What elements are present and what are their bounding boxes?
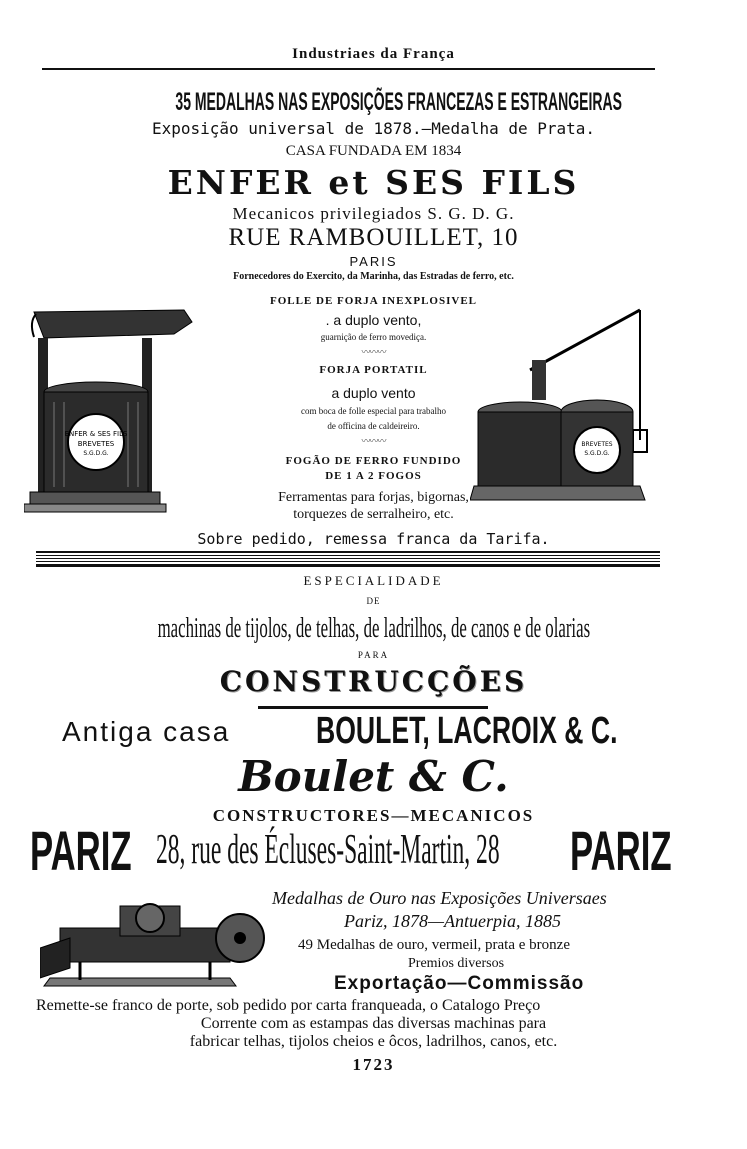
svg-text:BREVETES: BREVETES: [581, 441, 613, 448]
de-label: DE: [366, 596, 381, 606]
svg-text:BREVETES: BREVETES: [77, 440, 115, 448]
product-2-title: FORJA PORTATIL: [319, 364, 428, 376]
address: RUE RAMBOUILLET, 10: [228, 224, 519, 251]
tools-line-2: torquezes de serralheiro, etc.: [293, 507, 454, 522]
product-3-title: FOGÃO DE FERRO FUNDIDO: [285, 455, 462, 467]
section-divider: [36, 551, 660, 567]
svg-text:ENFER & SES FILS: ENFER & SES FILS: [64, 430, 128, 438]
exposition-line: Exposição universal de 1878.—Medalha de Prata.: [151, 119, 596, 138]
product-1-title: FOLLE DE FORJA INEXPLOSIVEL: [269, 295, 477, 307]
product-2-line-1: a duplo vento: [331, 385, 416, 401]
product-1-line-2: guarnição de ferro movediça.: [320, 332, 427, 342]
portable-forge-illustration: [470, 300, 660, 515]
pariz-right: PARIZ: [570, 819, 672, 882]
construcoes-heading: CONSTRUCÇÕES: [219, 665, 528, 698]
product-1-line-1: . a duplo vento,: [325, 312, 422, 328]
suppliers-line: Fornecedores do Exercito, da Marinha, das Estradas de ferro, etc.: [233, 271, 514, 282]
divider-wave: 〰〰〰: [361, 348, 386, 358]
page-number: 1723: [352, 1055, 395, 1074]
antiga-casa: Antiga casa: [62, 716, 231, 747]
street-address: 28, rue des Écluses-Saint-Martin, 28: [156, 827, 500, 873]
specialty-heading: ESPECIALIDADE: [303, 573, 444, 588]
product-3-line-1: DE 1 A 2 FOGOS: [325, 470, 422, 482]
city: PARIS: [349, 254, 398, 269]
tools-line-1: Ferramentas para forjas, bigornas,: [278, 490, 469, 505]
catalog-line-1: Remette-se franco de porte, sob pedido por carta franqueada, o Catalogo Preço: [36, 997, 541, 1014]
running-title: Industriaes da França: [292, 46, 455, 62]
para-label: PARA: [357, 650, 390, 660]
catalog-line-2: Corrente com as estampas das diversas machinas para: [200, 1015, 547, 1032]
profession-line: CONSTRUCTORES—MECANICOS: [212, 806, 535, 825]
catalog-line-3: fabricar telhas, tijolos cheios e ôcos, ladrilhos, canos, etc.: [189, 1033, 558, 1050]
export-line: Exportação—Commissão: [334, 973, 585, 994]
tariff-line: Sobre pedido, remessa franca da Tarifa.: [197, 530, 550, 548]
premios-line: Premios diversos: [408, 956, 505, 971]
awards-line-2: Pariz, 1878—Antuerpia, 1885: [344, 911, 562, 931]
product-2-line-3: de officina de caldeireiro.: [327, 421, 420, 431]
pariz-left: PARIZ: [30, 819, 132, 882]
brick-machine-illustration: [40, 888, 276, 988]
company-name: ENFER et SES FILS: [167, 163, 580, 202]
product-2-line-2: com boca de folle especial para trabalho: [301, 406, 446, 416]
medals-line: 35 MEDALHAS NAS EXPOSIÇÕES FRANCEZAS E ESTRANGEIRAS: [175, 88, 622, 116]
construcoes-rule: [258, 706, 488, 709]
header-rule: [42, 68, 655, 70]
svg-text:S.G.D.G.: S.G.D.G.: [584, 450, 610, 457]
machines-line: machinas de tijolos, de telhas, de ladrilhos, de canos e de olarias: [157, 612, 590, 644]
former-name: BOULET, LACROIX & C.: [316, 710, 618, 752]
gothic-name: Boulet & C.: [238, 752, 509, 801]
awards-line-1: Medalhas de Ouro nas Exposições Universaes: [272, 888, 607, 908]
tagline: Mecanicos privilegiados S. G. D. G.: [232, 204, 515, 223]
medals-count: 49 Medalhas de ouro, vermeil, prata e bronze: [298, 937, 570, 953]
svg-text:S.G.D.G.: S.G.D.G.: [83, 450, 109, 457]
founded-line: CASA FUNDADA EM 1834: [285, 143, 462, 159]
divider-wave: 〰〰〰: [361, 437, 386, 447]
